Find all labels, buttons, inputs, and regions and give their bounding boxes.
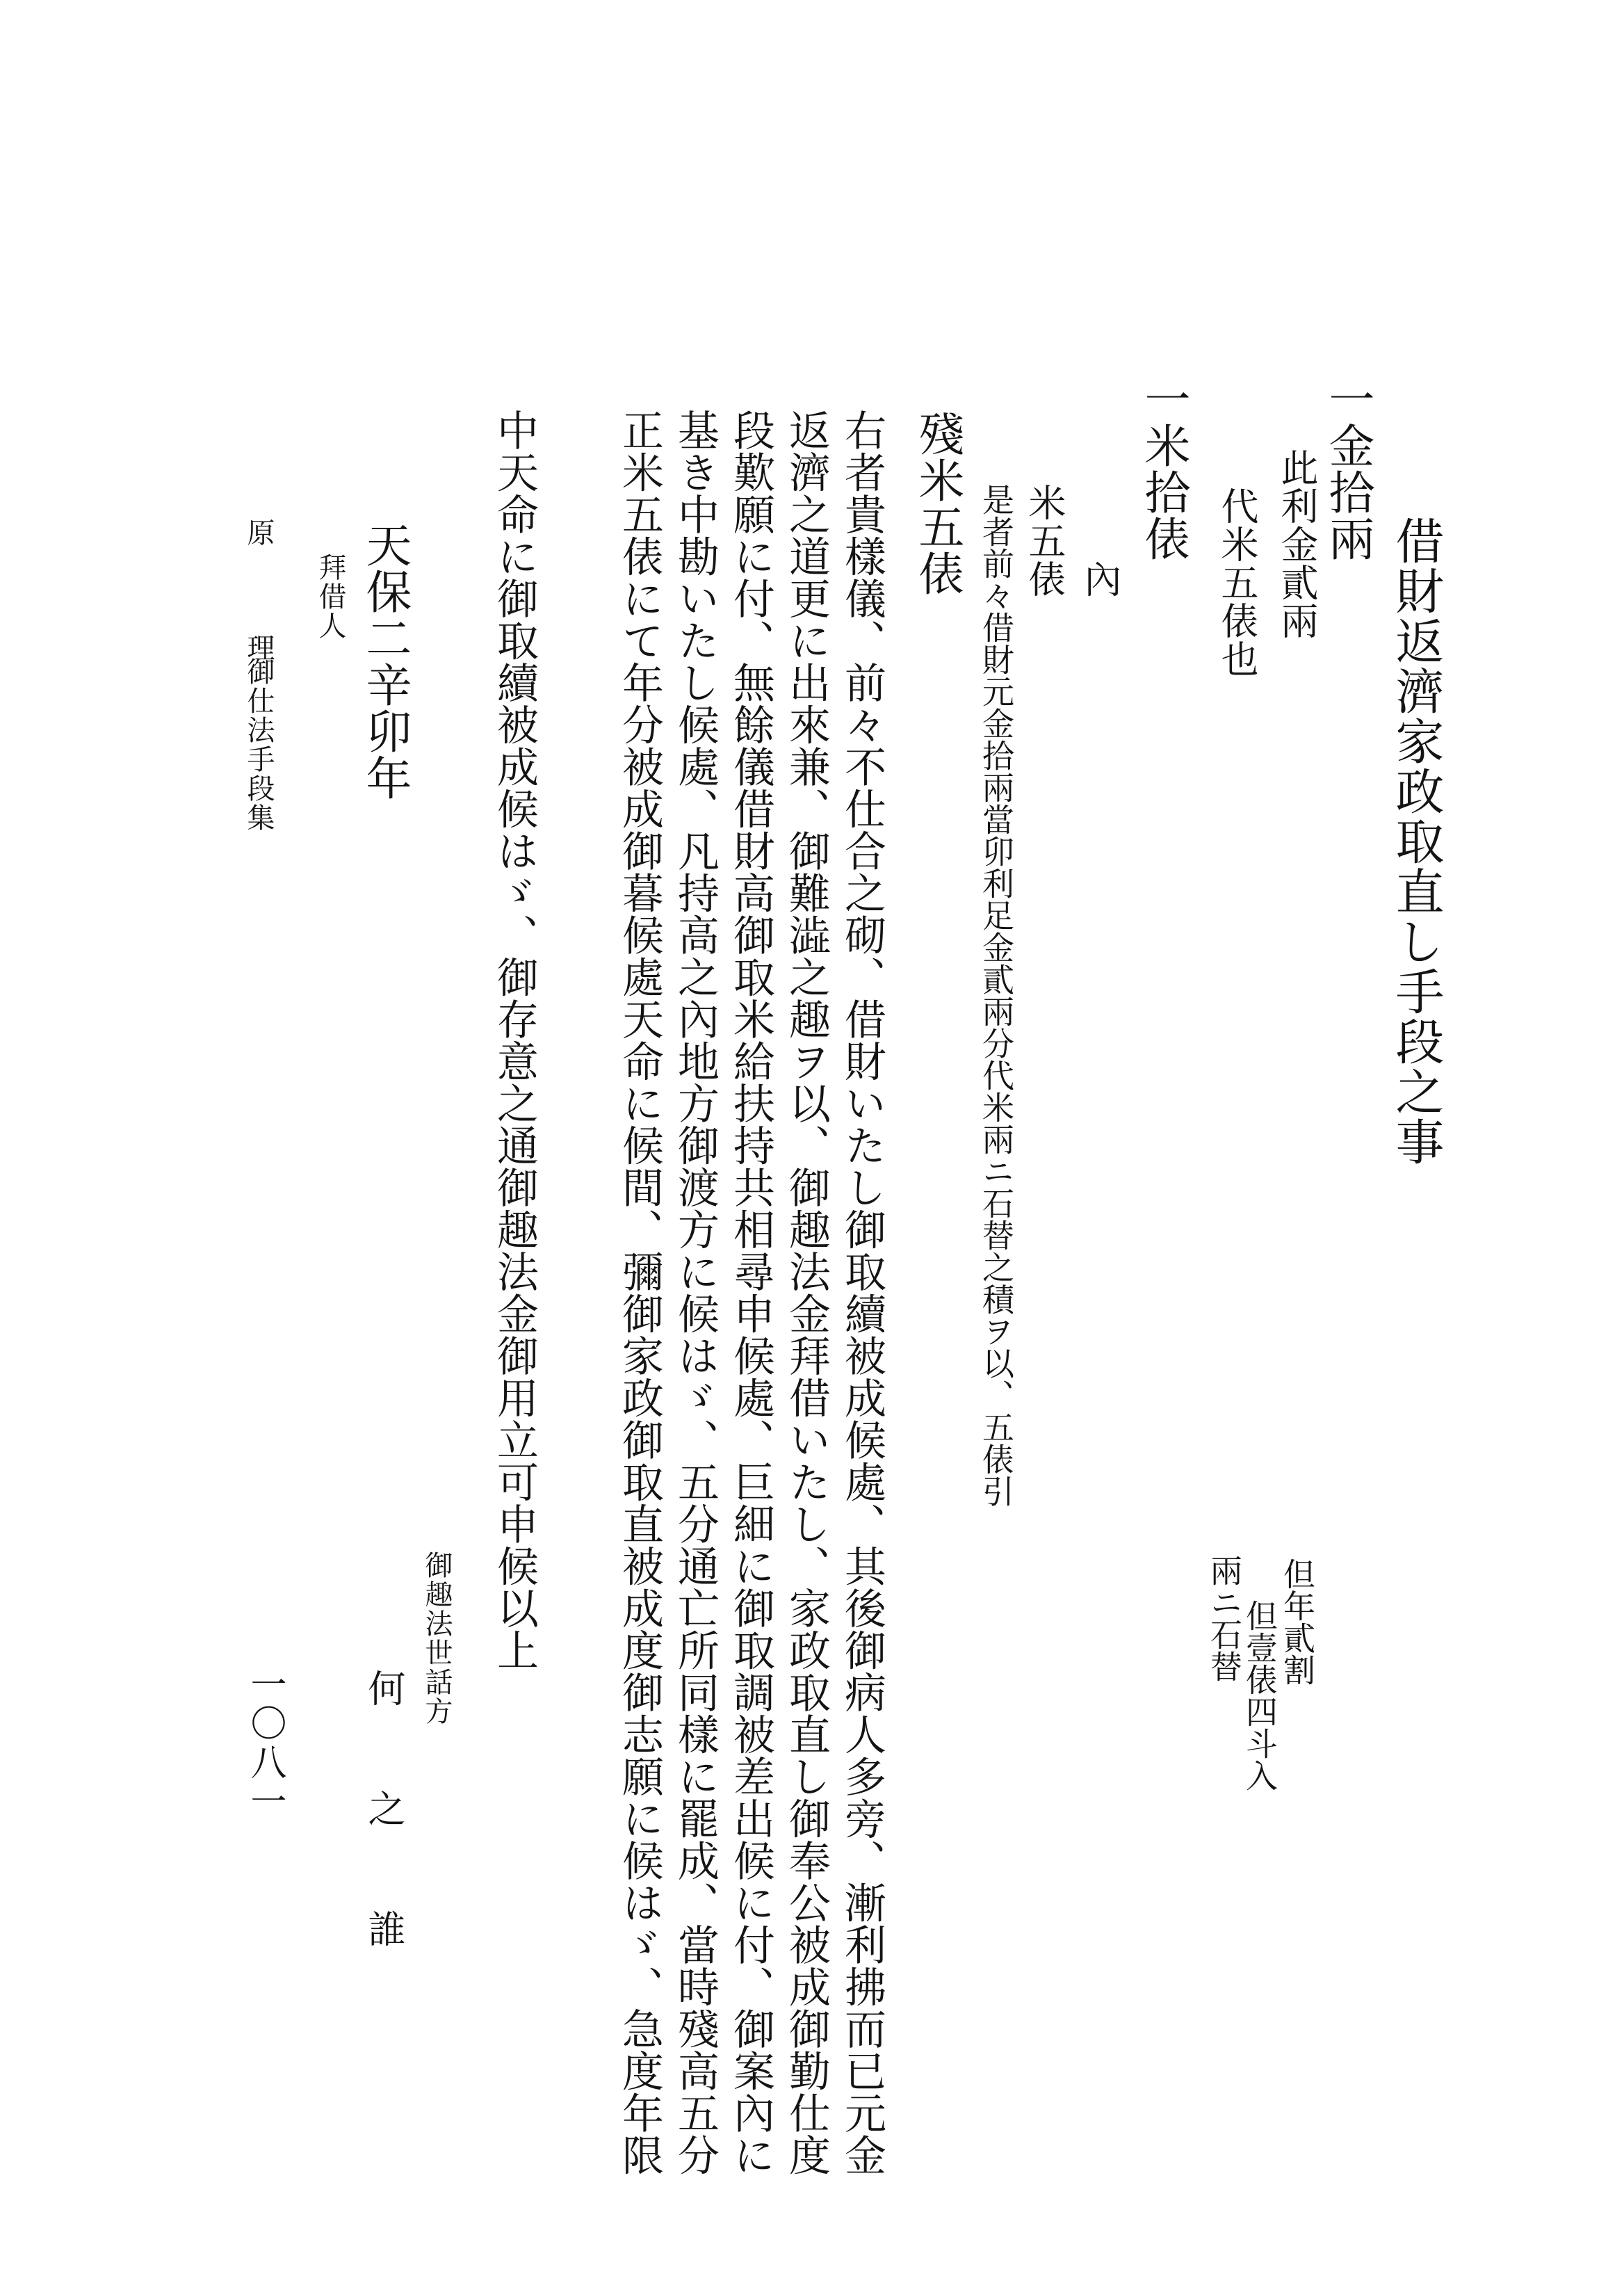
item1-note-exchange: 兩ニ石替	[1205, 1554, 1243, 1682]
borrower-label: 拜借人	[314, 553, 346, 640]
body-line-5: 正米五俵にて年分被成御暮候處天命に候間、彌御家政御取直被成度御志願に候はゞ、急度年限	[615, 409, 664, 2176]
item1-rice-equivalent: 代米五俵也	[1215, 487, 1259, 678]
document-date: 天保二辛卯年	[358, 522, 412, 801]
document-title: 借財返濟家政取直し手段之事	[1388, 516, 1445, 1167]
page-number: 一〇八一	[244, 1665, 286, 1821]
item2-head: 一米拾俵	[1137, 376, 1190, 562]
item2-sub: 米五俵	[1023, 483, 1066, 598]
item2-uchi: 內	[1078, 560, 1122, 598]
source-label: 原 理	[243, 518, 275, 689]
signature-name: 何 之 誰	[362, 1669, 406, 1967]
body-line-6: 中天命に御取續被成候はゞ、御存意之通御趣法金御用立可申候以上	[490, 409, 539, 1671]
item1-note-bale: 但壹俵四斗入	[1241, 1599, 1278, 1791]
item2-detail: 是者前々借財元金拾兩當卯利足金貳兩分代米兩ニ石替之積ヲ以、五俵引	[977, 483, 1015, 1507]
item1-note-rate: 但年貳割	[1278, 1558, 1316, 1686]
item1-interest: 此利金貳兩	[1275, 449, 1319, 640]
item1-head: 一金拾兩	[1321, 376, 1374, 562]
source-title: 御仕法手段集	[243, 657, 275, 832]
item2-remainder: 殘米五俵	[911, 410, 964, 597]
signature-office: 御趣法世話方	[421, 1551, 453, 1726]
body-line-4: 基き中勘いたし候處、凡持高之內地方御渡方に候はゞ、五分通亡所同樣に罷成、當時殘高五分	[671, 409, 720, 2176]
body-line-3: 段歎願に付、無餘儀借財高御取米給扶持共相尋申候處、巨細に御取調被差出候に付、御案內に	[726, 409, 775, 2176]
body-line-1: 右者貴樣儀、前々不仕合之砌、借財いたし御取續被成候處、其後御病人多旁、漸利拂而已元金	[838, 409, 886, 2176]
body-line-2: 返濟之道更に出來兼、御難澁之趣ヲ以、御趣法金拜借いたし、家政取直し御奉公被成御勤仕度	[782, 409, 831, 2176]
